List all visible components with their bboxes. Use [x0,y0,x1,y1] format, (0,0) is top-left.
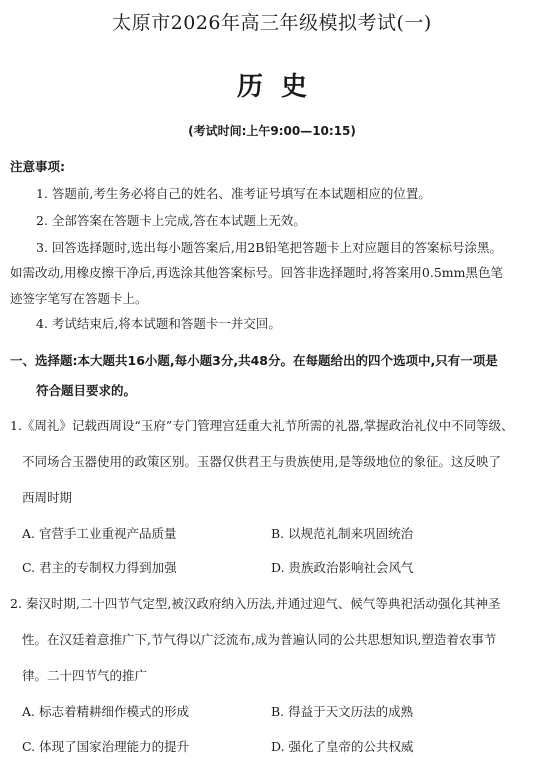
notice-item-4: 4. 考试结束后,将本试题和答题卡一并交回。 [36,316,281,331]
q2-option-a: A. 标志着精耕细作模式的形成 [22,704,189,719]
q1-option-d: D. 贵族政治影响社会风气 [271,560,414,575]
notice-item-2: 2. 全部答案在答题卡上完成,答在本试题上无效。 [36,213,306,228]
section-heading-line-2: 符合题目要求的。 [36,383,137,398]
exam-time: (考试时间:上午9:00—10:15) [188,124,356,138]
notice-heading: 注意事项: [10,159,65,174]
q2-stem-line-2: 性。在汉廷着意推广下,节气得以广泛流布,成为普遍认同的公共思想知识,塑造着农事节 [22,632,497,647]
subject-heading: 历史 [236,72,325,102]
section-heading-line-1: 一、选择题:本大题共16小题,每小题3分,共48分。在每题给出的四个选项中,只有一项是 [10,353,498,368]
notice-item-3-line-3: 迹签字笔写在答题卡上。 [10,291,148,306]
q1-option-a: A. 官营手工业重视产品质量 [22,526,177,541]
q2-option-c: C. 体现了国家治理能力的提升 [22,739,190,754]
notice-item-1: 1. 答题前,考生务必将自己的姓名、准考证号填写在本试题相应的位置。 [36,186,431,201]
q1-option-b: B. 以规范礼制来巩固统治 [271,526,414,541]
q1-stem-line-3: 西周时期 [22,490,73,505]
q1-option-c: C. 君主的专制权力得到加强 [22,560,177,575]
notice-item-3-line-2: 如需改动,用橡皮擦干净后,再选涂其他答案标号。回答非选择题时,将答案用0.5mm黑色笔 [10,265,504,280]
q2-stem-line-1: 2. 秦汉时期,二十四节气定型,被汉政府纳入历法,并通过迎气、候气等典祀活动强化其神圣 [10,596,501,611]
notice-item-3-line-1: 3. 回答选择题时,选出每小题答案后,用2B铅笔把答题卡上对应题目的答案标号涂黑。 [36,240,502,255]
exam-title: 太原市2026年高三年级模拟考试(一) [112,12,432,34]
q2-option-b: B. 得益于天文历法的成熟 [271,704,414,719]
q2-stem-line-3: 律。二十四节气的推广 [22,668,148,683]
q2-option-d: D. 强化了皇帝的公共权威 [271,739,414,754]
q1-stem-line-1: 1.《周礼》记载西周设“玉府”专门管理宫廷重大礼节所需的礼器,掌握政治礼仪中不同等级、 [10,418,514,433]
q1-stem-line-2: 不同场合玉器使用的政策区别。玉器仅供君王与贵族使用,是等级地位的象征。这反映了 [22,454,501,469]
